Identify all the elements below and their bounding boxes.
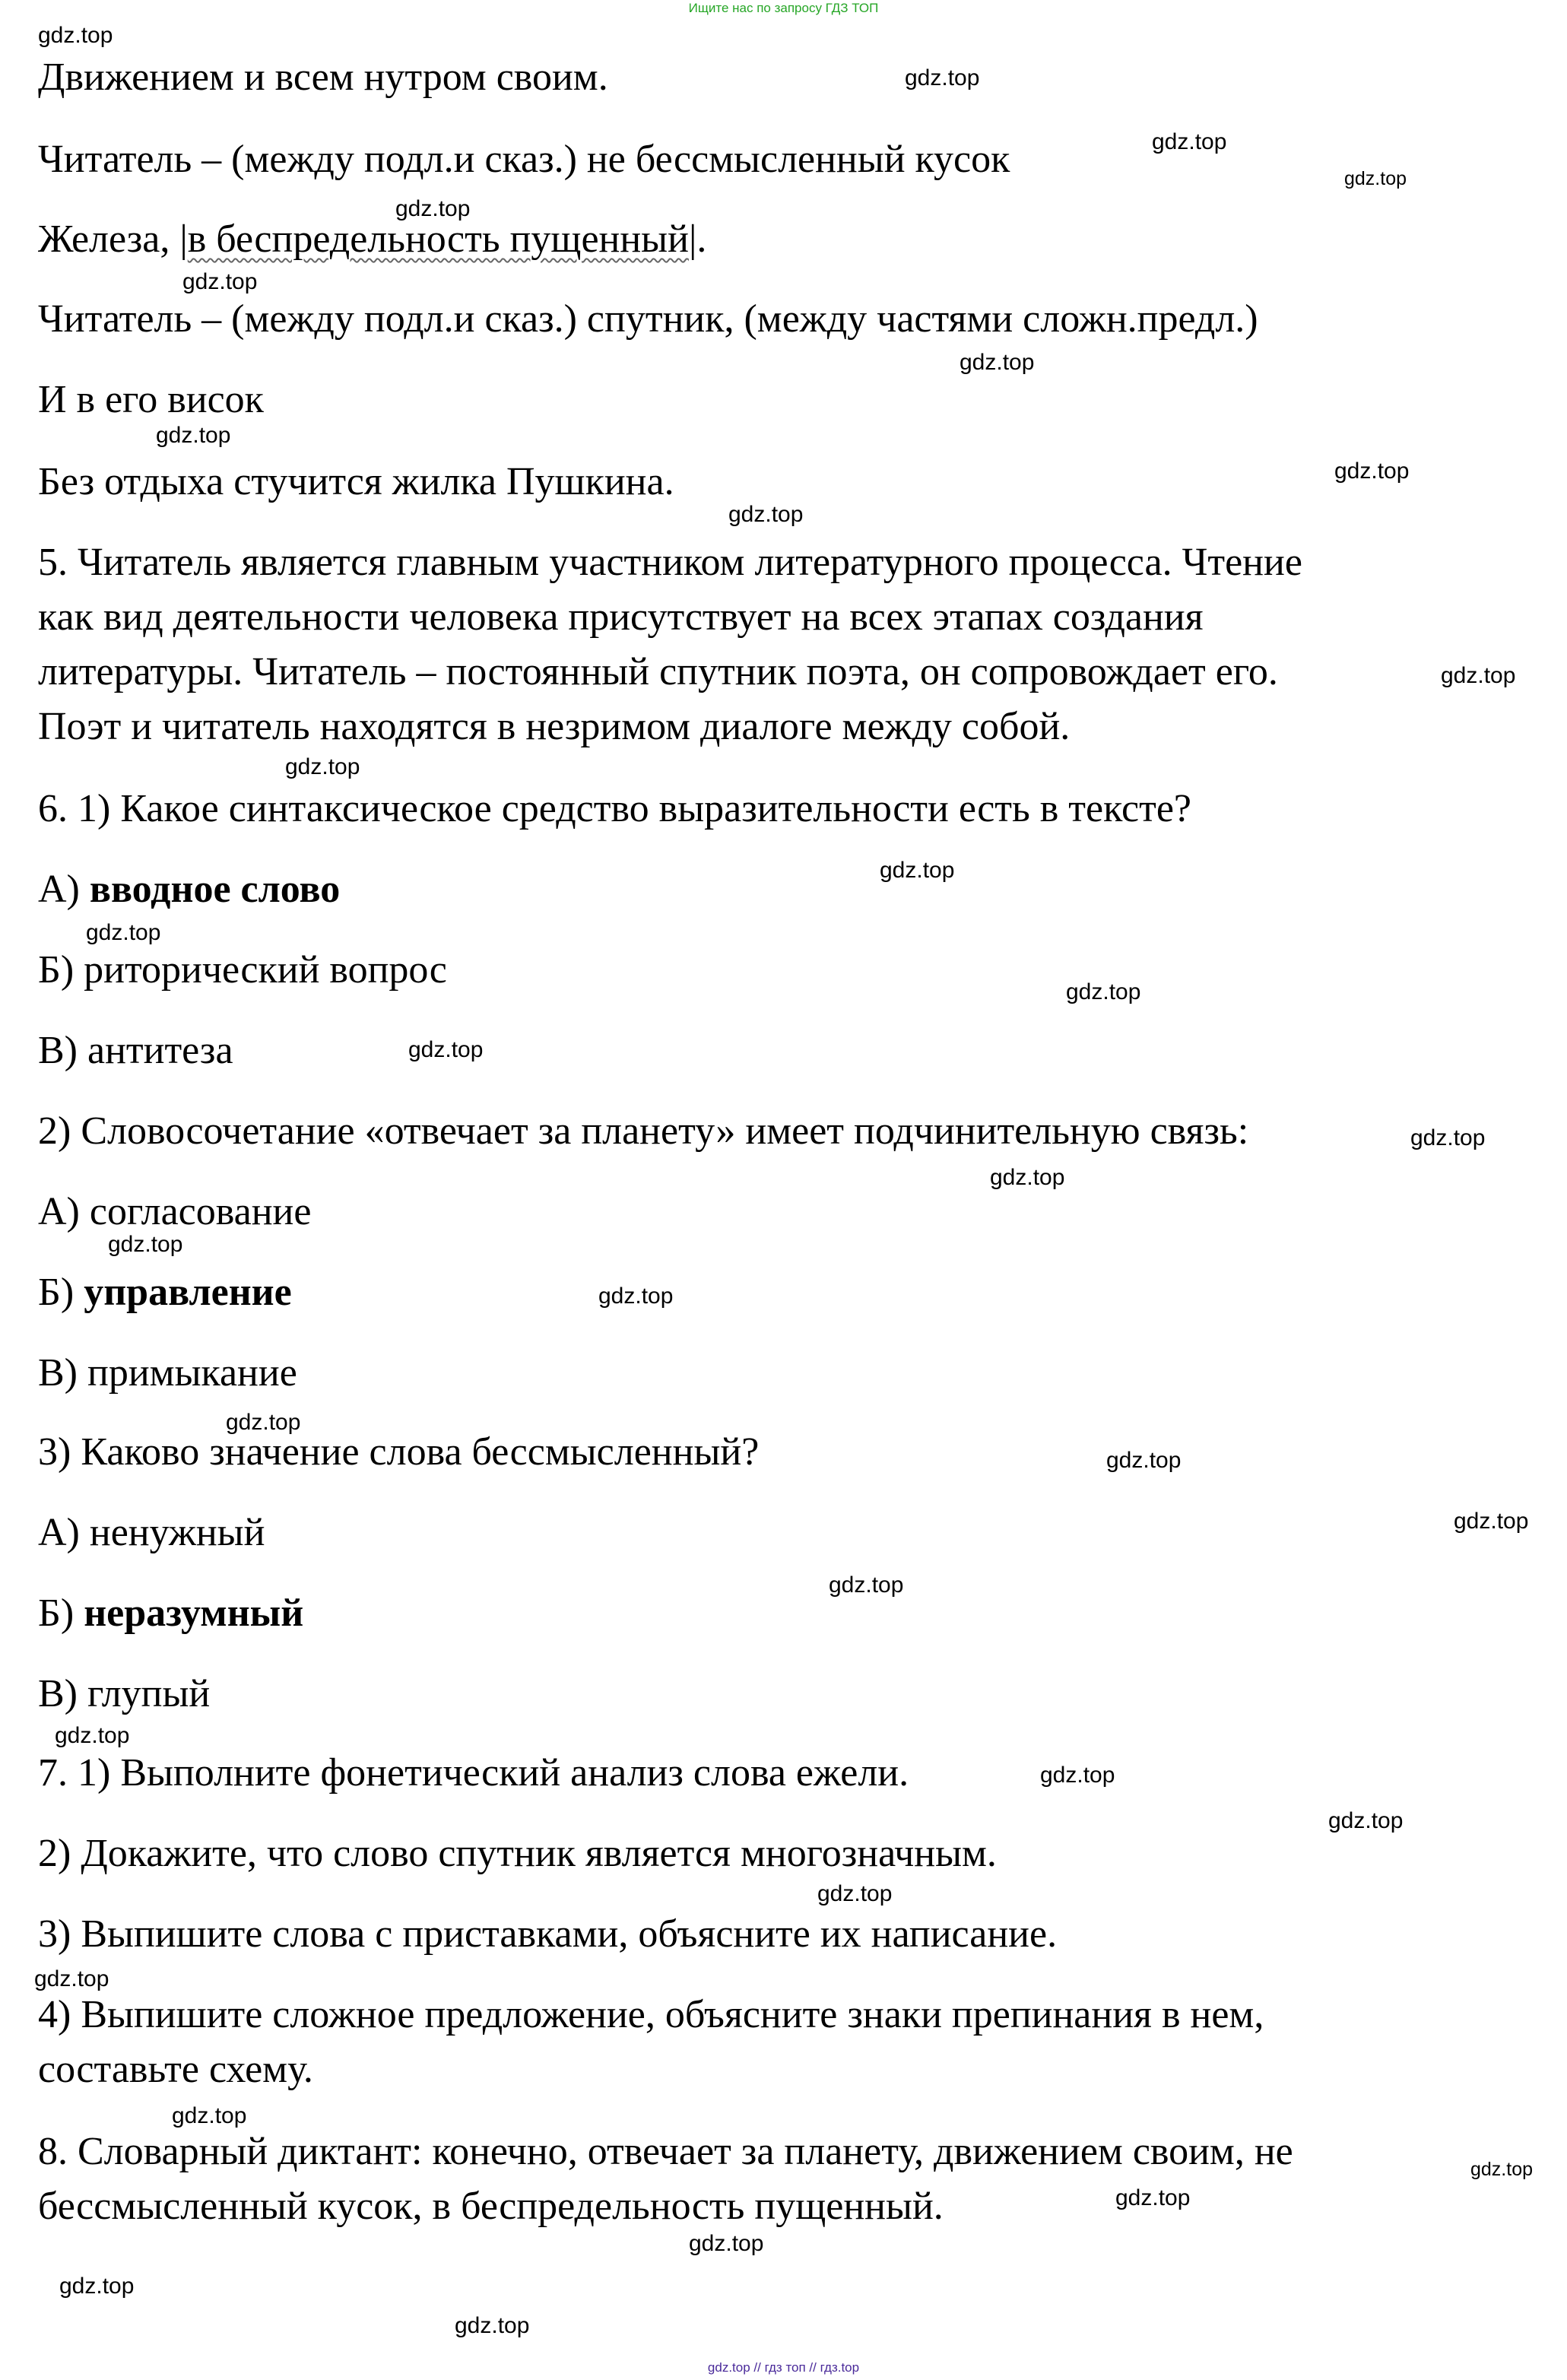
watermark: gdz.top [1441,663,1516,688]
task-line: 2) Докажите, что слово спутник является многозначным. [38,1832,997,1875]
watermark: gdz.top [817,1881,893,1906]
text-line [38,217,706,262]
watermark: gdz.top [1040,1763,1115,1788]
text-line: Читатель – (между подл.и сказ.) спутник, (между частями сложн.предл.) [38,297,1258,341]
option-letter: Б) [38,1271,84,1314]
watermark: gdz.top [1344,168,1407,189]
watermark: gdz.top [55,1723,130,1748]
paragraph-line: Поэт и читатель находятся в незримом диалоге между собой. [38,705,1071,748]
watermark: gdz.top [59,2274,135,2299]
task-line: 4) Выпишите сложное предложение, объясните знаки препинания в нем, [38,1993,1264,2036]
answer-option [38,1591,303,1636]
watermark: gdz.top [455,2313,530,2338]
question-line: 6. 1) Какое синтаксическое средство выразительности есть в тексте? [38,787,1192,830]
watermark: gdz.top [960,350,1035,375]
correct-answer: вводное слово [89,868,341,911]
watermark: gdz.top [395,196,471,221]
task-line: составьте схему. [38,2048,313,2091]
watermark: gdz.top [34,1966,109,1991]
watermark: gdz.top [598,1284,674,1309]
watermark: gdz.top [1115,2185,1191,2210]
watermark: gdz.top [829,1572,904,1598]
question-line: 3) Каково значение слова бессмысленный? [38,1430,760,1474]
watermark: gdz.top [905,65,980,90]
watermark: gdz.top [182,269,258,294]
answer-option: В) глупый [38,1672,211,1715]
text-line: И в его висок [38,378,264,421]
watermark: gdz.top [172,2103,247,2128]
watermark: gdz.top [880,858,955,883]
option-letter: А) [38,868,90,911]
watermark: gdz.top [1106,1448,1182,1473]
task-line: 8. Словарный диктант: конечно, отвечает за планету, движением своим, не [38,2130,1293,2173]
correct-answer: управление [84,1271,292,1314]
answer-option: А) ненужный [38,1511,265,1554]
answer-option: А) согласование [38,1190,312,1233]
watermark: gdz.top [156,423,231,448]
question-line: 2) Словосочетание «отвечает за планету» имеет подчинительную связь: [38,1109,1249,1153]
text-line: Движением и всем нутром своим. [38,56,608,99]
text-segment: |. [688,217,707,261]
text-line: Читатель – (между подл.и сказ.) не бессмысленный кусок [38,138,1010,181]
text-line: Без отдыха стучится жилка Пушкина. [38,460,674,503]
answer-option: В) примыкание [38,1351,297,1395]
watermark: gdz.top [990,1165,1065,1190]
task-line: бессмысленный кусок, в беспредельность пущенный. [38,2185,944,2228]
watermark: gdz.top [1334,459,1410,484]
paragraph-line: как вид деятельности человека присутствует на всех этапах создания [38,595,1204,639]
watermark: gdz.top [86,920,161,945]
answer-option [38,867,340,912]
watermark: gdz.top [38,23,113,48]
footer-links: gdz.top // гдз топ // гдз.top [707,2360,860,2375]
watermark: gdz.top [728,502,804,527]
watermark: gdz.top [408,1037,484,1062]
watermark: gdz.top [1328,1808,1404,1833]
answer-option [38,1270,292,1315]
watermark: gdz.top [1410,1125,1486,1150]
task-line: 3) Выпишите слова с приставками, объясните их написание. [38,1912,1058,1956]
watermark: gdz.top [1066,979,1141,1004]
correct-answer: неразумный [84,1591,304,1635]
watermark: gdz.top [1470,2159,1534,2180]
watermark: gdz.top [285,754,360,779]
watermark: gdz.top [1152,129,1227,154]
answer-option: В) антитеза [38,1029,233,1072]
answer-option: Б) риторический вопрос [38,948,447,992]
underlined-phrase: в беспредельность пущенный [187,217,689,261]
option-letter: Б) [38,1591,84,1635]
top-banner: Ищите нас по запросу ГДЗ ТОП [688,1,879,15]
watermark: gdz.top [689,2231,764,2256]
task-line: 7. 1) Выполните фонетический анализ слова ежели. [38,1751,909,1795]
watermark: gdz.top [226,1410,301,1435]
text-segment: Железа, | [38,217,188,261]
paragraph-line: литературы. Читатель – постоянный спутник поэта, он сопровождает его. [38,650,1278,693]
paragraph-line: 5. Читатель является главным участником литературного процесса. Чтение [38,541,1302,584]
watermark: gdz.top [1454,1509,1529,1534]
watermark: gdz.top [108,1232,183,1257]
